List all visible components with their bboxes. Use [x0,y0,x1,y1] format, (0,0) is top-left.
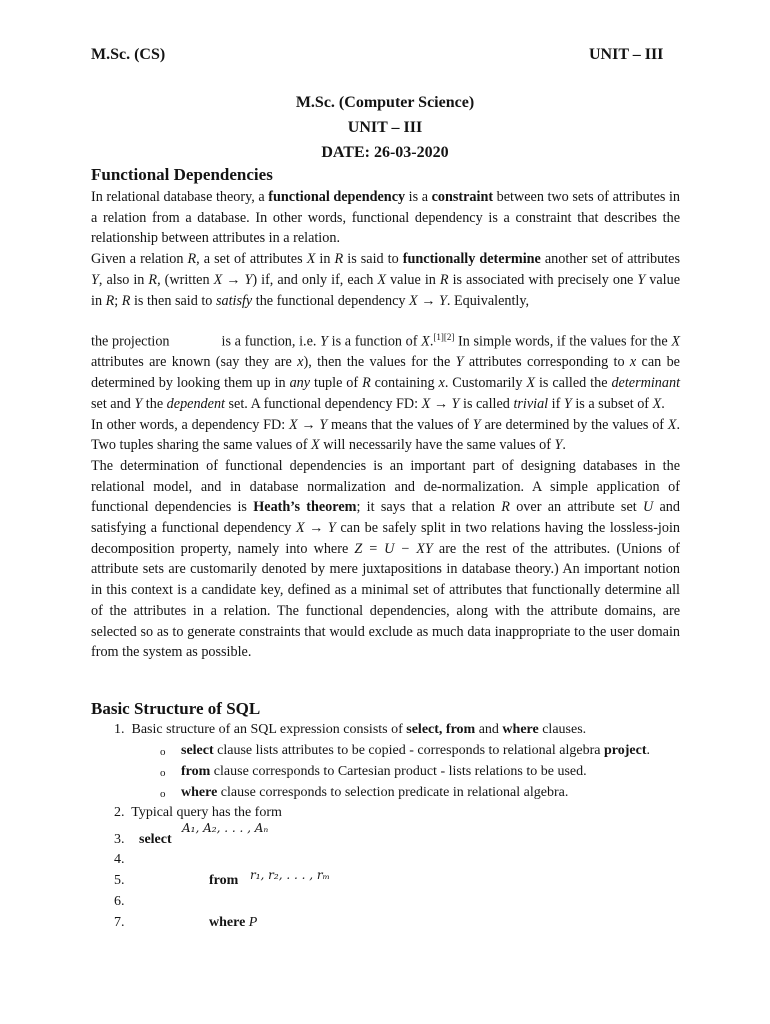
fd-paragraph-3: the projection is a function, i.e. Y is a function of X.[1][2] In simple words, if the values for the X attributes are known (say they are x), then the values for the Y attributes corresponding to x can be determined by looking them up in any tuple of R containing x. Customarily X is called the determinant set and Y the dependent set. A functional dependency FD: X → Y is called trivial if Y is a subset of X. [91,332,681,412]
bullet-marker: o [160,767,166,779]
bullet-from: from clause corresponds to Cartesian product - lists relations to be used. [181,764,587,779]
from-relation-list: r₁, r₂, . . . , rₘ [250,868,330,882]
select-attribute-list: A₁, A₂, . . . , Aₙ [182,821,269,835]
fd-paragraph-5: The determination of functional dependencies is an important part of designing databases in the relational model, and in database normalization and de-normalization. A simple application of functional dependencies is Heath’s theorem; it says that a relation R over an attribute set U and satisfying a functional dependency X → Y can be safely split in two relations having the lossless-join decomposition property, namely into where Z = U − XY are the rest of the attributes. (Unions of attribute sets are customarily denoted by mere juxtapositions in database theory.) An important notion in this context is a candidate key, defined as a minimal set of attributes that functionally determine all of the attributes in a relation. The functional dependencies, along with the attribute domains, are selected so as to generate constraints that would exclude as much data inappropriate to the user domain from the system as possible. [91,457,680,661]
from-keyword: from [209,873,239,888]
title-unit: UNIT – III [347,119,423,136]
fd-paragraph-2: Given a relation R, a set of attributes X in R is said to functionally determine another set of attributes Y, also in R, (written X → Y) if, and only if, each X value in R is associated with precisely one Y value in R; R is then said to satisfy the functional dependency X → Y. Equivalently, [91,251,681,309]
bullet-select: select clause lists attributes to be copied - corresponds to relational algebra project. [181,743,650,758]
list-item-5: 5. [114,873,125,888]
list-item-2: 2. Typical query has the form [114,805,282,820]
bullet-marker: o [160,746,166,758]
section-heading-sql-structure: Basic Structure of SQL [91,699,261,718]
select-keyword: select [139,832,172,847]
fd-paragraph-4: In other words, a dependency FD: X → Y means that the values of Y are determined by the values of X. Two tuples sharing the same values of X will necessarily have the same values of Y. [91,416,681,454]
title-date: DATE: 26-03-2020 [321,144,449,161]
list-item-6: 6. [114,894,125,909]
fd-paragraph-1: In relational database theory, a functional dependency is a constraint between two sets of attributes in a relation from a database. In other words, functional dependency is a constraint that describes the relationship between attributes in a relation. [91,189,681,247]
list-item-1: 1. Basic structure of an SQL expression consists of select, from and where clauses. [114,722,587,737]
bullet-marker: o [160,788,166,800]
citation-refs: [1][2] [433,332,455,342]
where-clause: where P [209,915,258,930]
fd-text-block-2 [91,327,680,663]
fd-text-block-1 [91,187,680,311]
list-item-4: 4. [114,852,125,867]
section-heading-functional-dependencies: Functional Dependencies [91,165,273,184]
header-right: UNIT – III [589,46,664,63]
list-item-3: 3. [114,832,125,847]
title-program: M.Sc. (Computer Science) [295,94,475,111]
header-left: M.Sc. (CS) [91,46,166,63]
bullet-where: where clause corresponds to selection predicate in relational algebra. [181,785,569,800]
list-item-7: 7. [114,915,125,930]
